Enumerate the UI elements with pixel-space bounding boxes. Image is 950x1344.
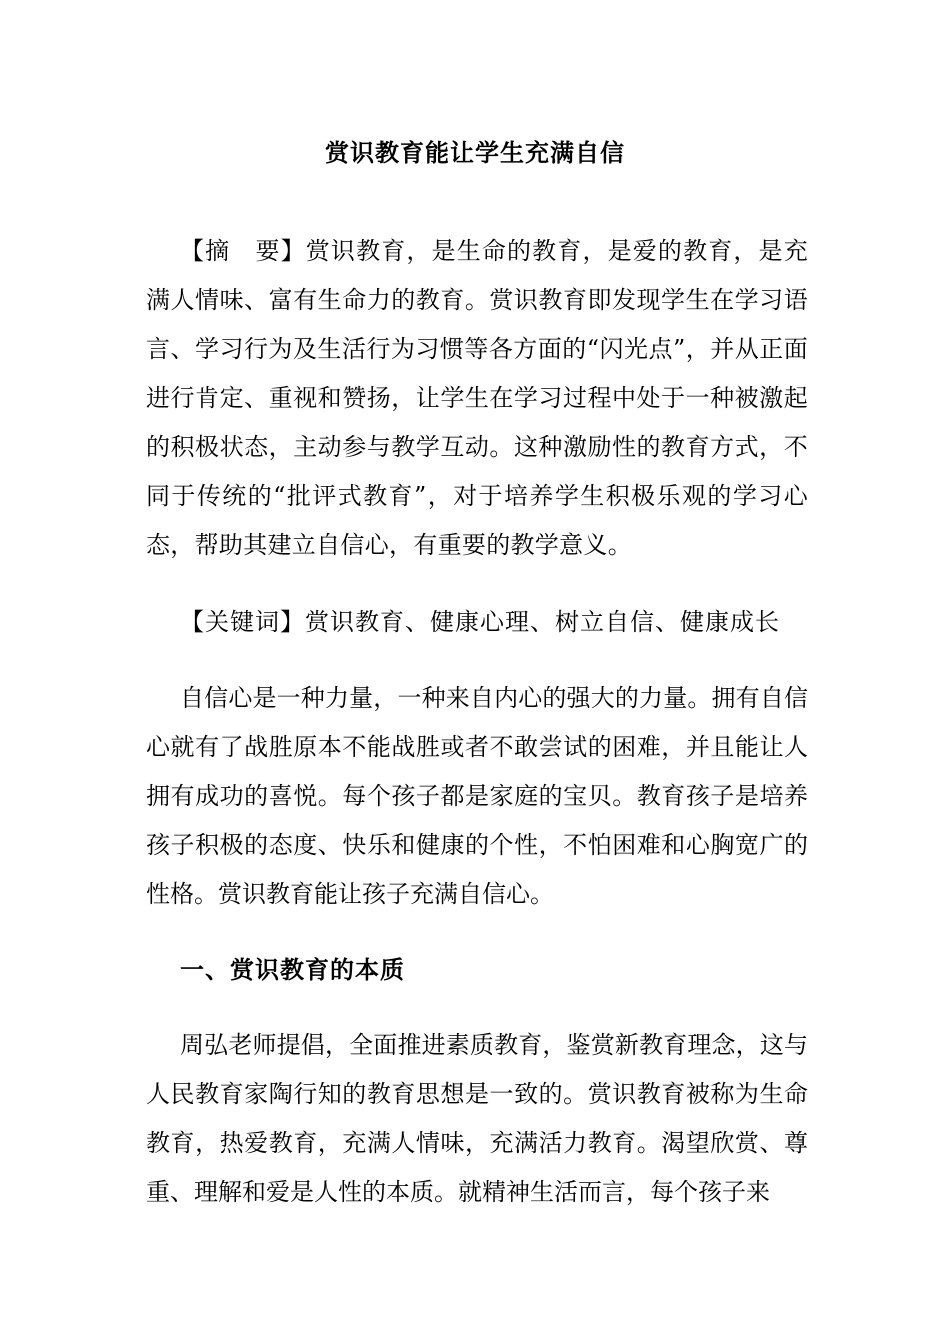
section-body-paragraph: 周弘老师提倡，全面推进素质教育，鉴赏新教育理念，这与人民教育家陶行知的教育思想是一致的。赏识教育被称为生命教育，热爱教育，充满人情味，充满活力教育。渴望欣赏、尊重、理解和爱是人性的本质。就精神生活而言，每个孩子来 xyxy=(146,1031,808,1206)
document-title: 赏识教育能让学生充满自信 xyxy=(325,139,625,167)
intro-paragraph: 自信心是一种力量，一种来自内心的强大的力量。拥有自信心就有了战胜原本不能战胜或者不敢尝试的困难，并且能让人拥有成功的喜悦。每个孩子都是家庭的宝贝。教育孩子是培养孩子积极的态度、快乐和健康的个性，不怕困难和心胸宽广的性格。赏识教育能让孩子充满自信心。 xyxy=(146,684,808,908)
abstract-paragraph: 【摘 要】赏识教育，是生命的教育，是爱的教育，是充满人情味、富有生命力的教育。赏识教育即发现学生在学习语言、学习行为及生活行为习惯等各方面的“闪光点”，并从正面进行肯定、重视和赞扬，让学生在学习过程中处于一种被激起的积极状态，主动参与教学互动。这种激励性的教育方式，不同于传统的“批评式教育”，对于培养学生积极乐观的学习心态，帮助其建立自信心，有重要的教学意义。 xyxy=(146,237,808,559)
keywords-paragraph: 【关键词】赏识教育、健康心理、树立自信、健康成长 xyxy=(180,608,780,636)
section-heading: 一、赏识教育的本质 xyxy=(180,956,405,984)
